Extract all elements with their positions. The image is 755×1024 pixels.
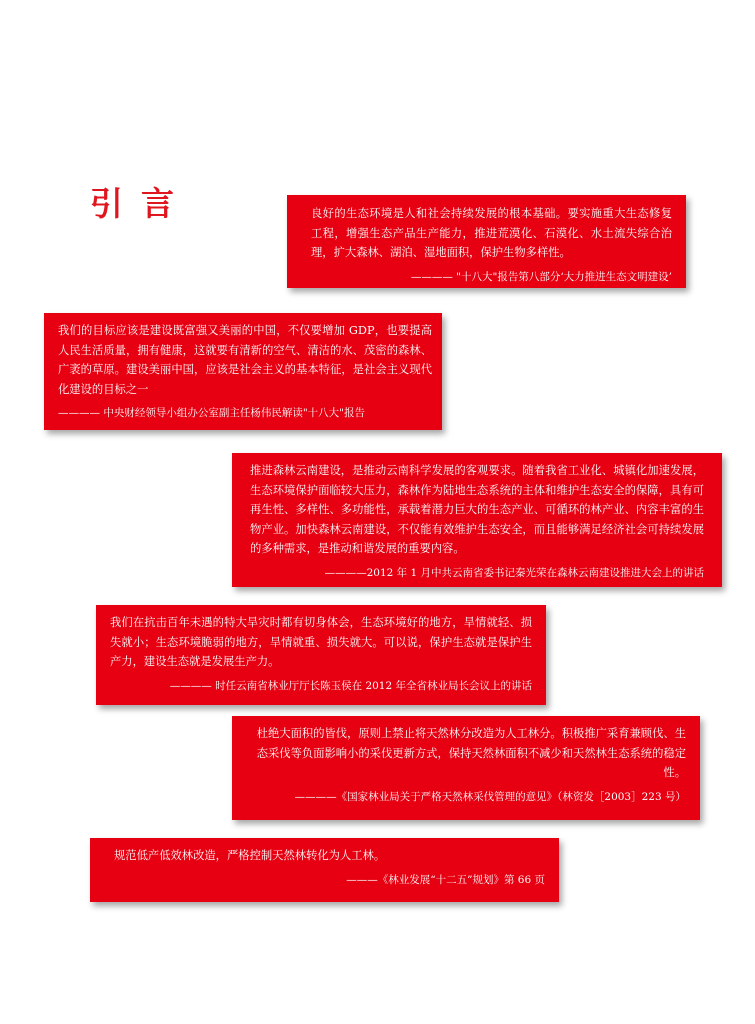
quote-source: ———— 时任云南省林业厅厅长陈玉侯在 2012 年全省林业局长会议上的讲话 xyxy=(169,679,532,692)
quote-source: ————《国家林业局关于严格天然林采伐管理的意见》（林资发［2003］223 号） xyxy=(294,790,686,803)
quote-source: ———《林业发展“十二五”规划》第 66 页 xyxy=(346,873,545,886)
quote-card-4 xyxy=(96,605,546,705)
page-heading: 引言 xyxy=(90,184,192,223)
quote-card-6 xyxy=(90,838,559,902)
quote-source: ———— 中央财经领导小组办公室副主任杨伟民解读"十八大"报告 xyxy=(58,407,365,419)
quote-card-3 xyxy=(232,453,722,587)
quote-card-1 xyxy=(287,195,686,288)
quote-text: 良好的生态环境是人和社会持续发展的根本基础。要实施重大生态修复工程，增强生态产品生产能力，推进荒漠化、石漠化、水土流失综合治理，扩大森林、湖泊、湿地面积，保护生物多样性。 xyxy=(311,207,672,259)
quote-text: 推进森林云南建设，是推动云南科学发展的客观要求。随着我省工业化、城镇化加速发展，生态环境保护面临较大压力，森林作为陆地生态系统的主体和维护生态安全的保障，具有可再生性、多样性、多功能性，承载着潜力巨大的生态产业、可循环的林产业、内容丰富的生物产业。加快森林云南建设，不仅能有效维护生态安全，而且能够满足经济社会可持续发展的多种需求，是推动和谐发展的重要内容。 xyxy=(250,464,704,555)
quote-text: 我们在抗击百年未遇的特大旱灾时都有切身体会，生态环境好的地方，旱情就轻、损失就小；生态环境脆弱的地方，旱情就重、损失就大。可以说，保护生态就是保护生产力，建设生态就是发展生产力。 xyxy=(110,616,532,668)
quote-card-2 xyxy=(44,313,442,430)
quote-text: 规范低产低效林改造，严格控制天然林转化为人工林。 xyxy=(114,849,386,862)
quote-text: 杜绝大面积的皆伐，原则上禁止将天然林分改造为人工林分。积极推广采育兼顾伐、生态采伐等负面影响小的采伐更新方式，保持天然林面积不减少和天然林生态系统的稳定性。 xyxy=(256,727,686,779)
quote-source: ————2012 年 1 月中共云南省委书记秦光荣在森林云南建设推进大会上的讲话 xyxy=(324,566,704,579)
quote-source: ———— "十八大"报告第八部分‘大力推进生态文明建设’ xyxy=(410,270,672,283)
quote-card-5 xyxy=(232,716,700,820)
quote-text: 我们的目标应该是建设既富强又美丽的中国，不仅要增加 GDP，也要提高人民生活质量，拥有健康，这就要有清新的空气、清洁的水、茂密的森林、广袤的草原。建设美丽中国，应该是社会主义的基本特征，是社会主义现代化建设的目标之一 xyxy=(58,324,432,396)
